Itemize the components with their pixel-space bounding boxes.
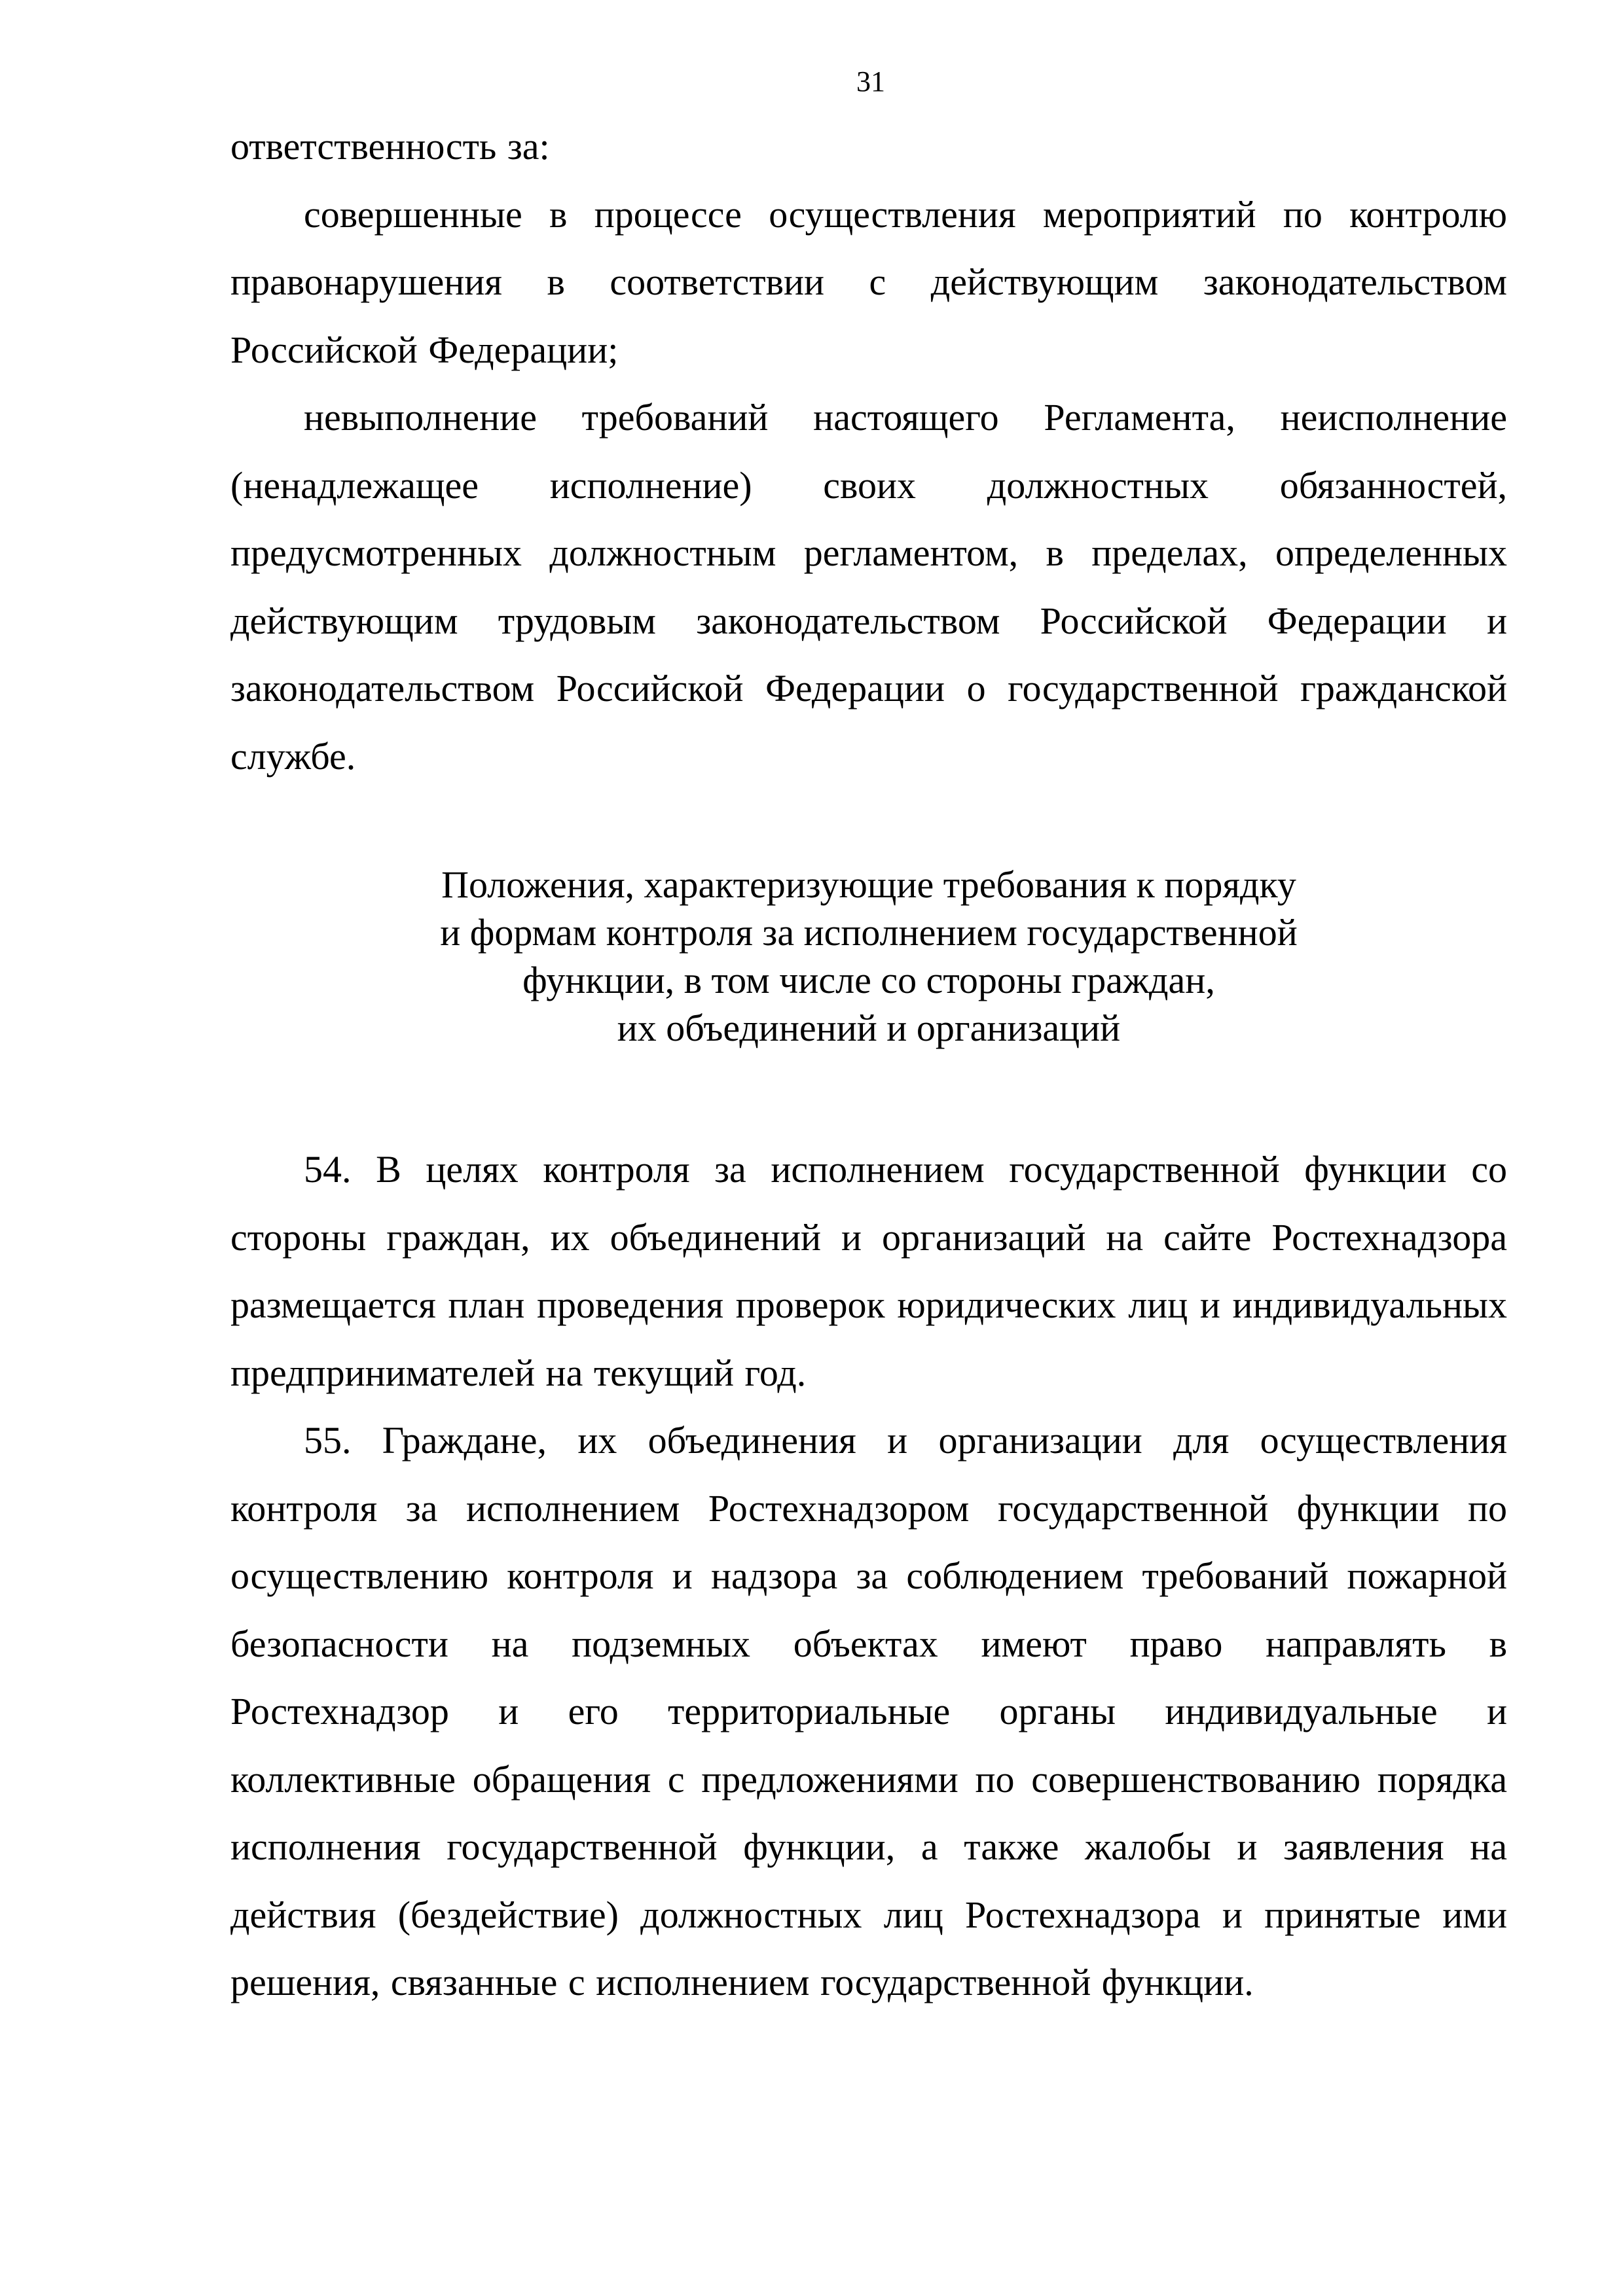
section-heading-line: функции, в том числе со стороны граждан,: [522, 959, 1215, 1001]
section-heading-line: их объединений и организаций: [617, 1007, 1121, 1049]
section-heading-line: и формам контроля за исполнением государственной: [440, 911, 1298, 954]
section-heading: [230, 861, 1507, 1052]
section-heading-line: Положения, характеризующие требования к порядку: [441, 863, 1296, 906]
page-number: 31: [856, 65, 885, 98]
responsibility-item-offenses: совершенные в процессе осуществления мероприятий по контролю правонарушения в соответствии с действующим законодательством Российской Федерации;: [230, 192, 1507, 371]
responsibility-item-noncompliance: невыполнение требований настоящего Регламента, неисполнение (ненадлежащее исполнение) своих должностных обязанностей, предусмотренных должностным регламентом, в пределах, определенных действующим трудовым законодательством Российской Федерации и законодательством Российской Федерации о государственной гражданской службе.: [230, 396, 1507, 778]
numbered-paragraphs: [230, 1136, 1507, 2017]
paragraph-55: 55. Граждане, их объединения и организации для осуществления контроля за исполнением Ростехнадзором государственной функции по осуществлению контроля и надзора за соблюдением требований пожарной безопасности на подземных объектах имеют право направлять в Ростехнадзор и его территориальные органы индивидуальные и коллективные обращения с предложениями по совершенствованию порядка исполнения государственной функции, а также жалобы и заявления на действия (бездействие) должностных лиц Ростехнадзора и принятые ими решения, связанные с исполнением государственной функции.: [230, 1419, 1507, 2003]
continuation-block: [230, 113, 1507, 790]
responsibility-lead: ответственность за:: [230, 125, 550, 168]
paragraph-54: 54. В целях контроля за исполнением государственной функции со стороны граждан, их объединений и организаций на сайте Ростехнадзора размещается план проведения проверок юридических лиц и индивидуальных предпринимателей на текущий год.: [230, 1148, 1507, 1394]
